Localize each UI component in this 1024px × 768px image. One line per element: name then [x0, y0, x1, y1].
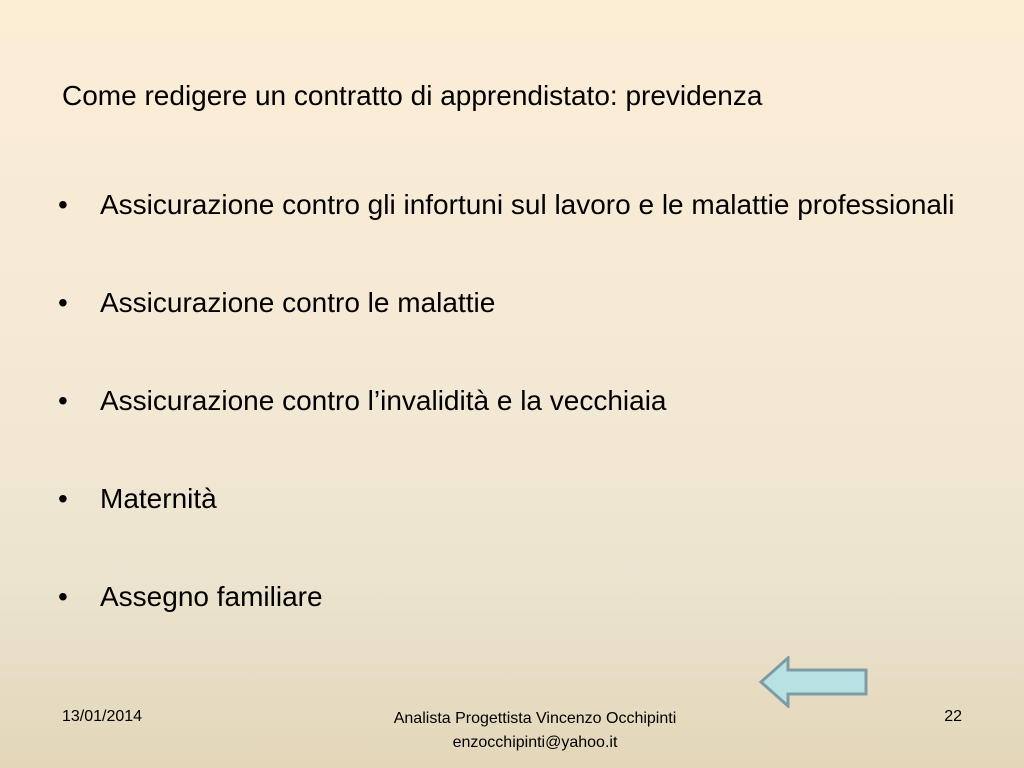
slide-title: Come redigere un contratto di apprendistato: previdenza [62, 80, 763, 111]
list-item-text: Assegno familiare [100, 581, 323, 612]
footer-author-name: Analista Progettista Vincenzo Occhipinti [393, 710, 677, 727]
footer-author [300, 707, 770, 755]
bullet-list [58, 186, 958, 676]
list-item-text: Assicurazione contro le malattie [100, 287, 496, 318]
list-item [58, 382, 958, 420]
list-item-text: Assicurazione contro l’invalidità e la vecchiaia [100, 385, 667, 416]
left-arrow-icon [758, 656, 870, 708]
bullet-dot: • [58, 385, 68, 416]
list-item [58, 284, 958, 322]
list-item [58, 578, 958, 616]
back-button[interactable] [758, 656, 870, 708]
footer-date: 13/01/2014 [62, 708, 143, 725]
bullet-dot: • [58, 287, 68, 318]
bullet-dot: • [58, 581, 68, 612]
page-number: 22 [944, 708, 962, 725]
bullet-dot: • [58, 483, 68, 514]
list-item-text: Maternità [100, 483, 217, 514]
list-item-text: Assicurazione contro gli infortuni sul lavoro e le malattie professionali [100, 189, 955, 220]
footer-author-email: enzocchipinti@yahoo.it [452, 734, 618, 751]
list-item [58, 186, 958, 224]
bullet-dot: • [58, 189, 68, 220]
list-item [58, 480, 958, 518]
